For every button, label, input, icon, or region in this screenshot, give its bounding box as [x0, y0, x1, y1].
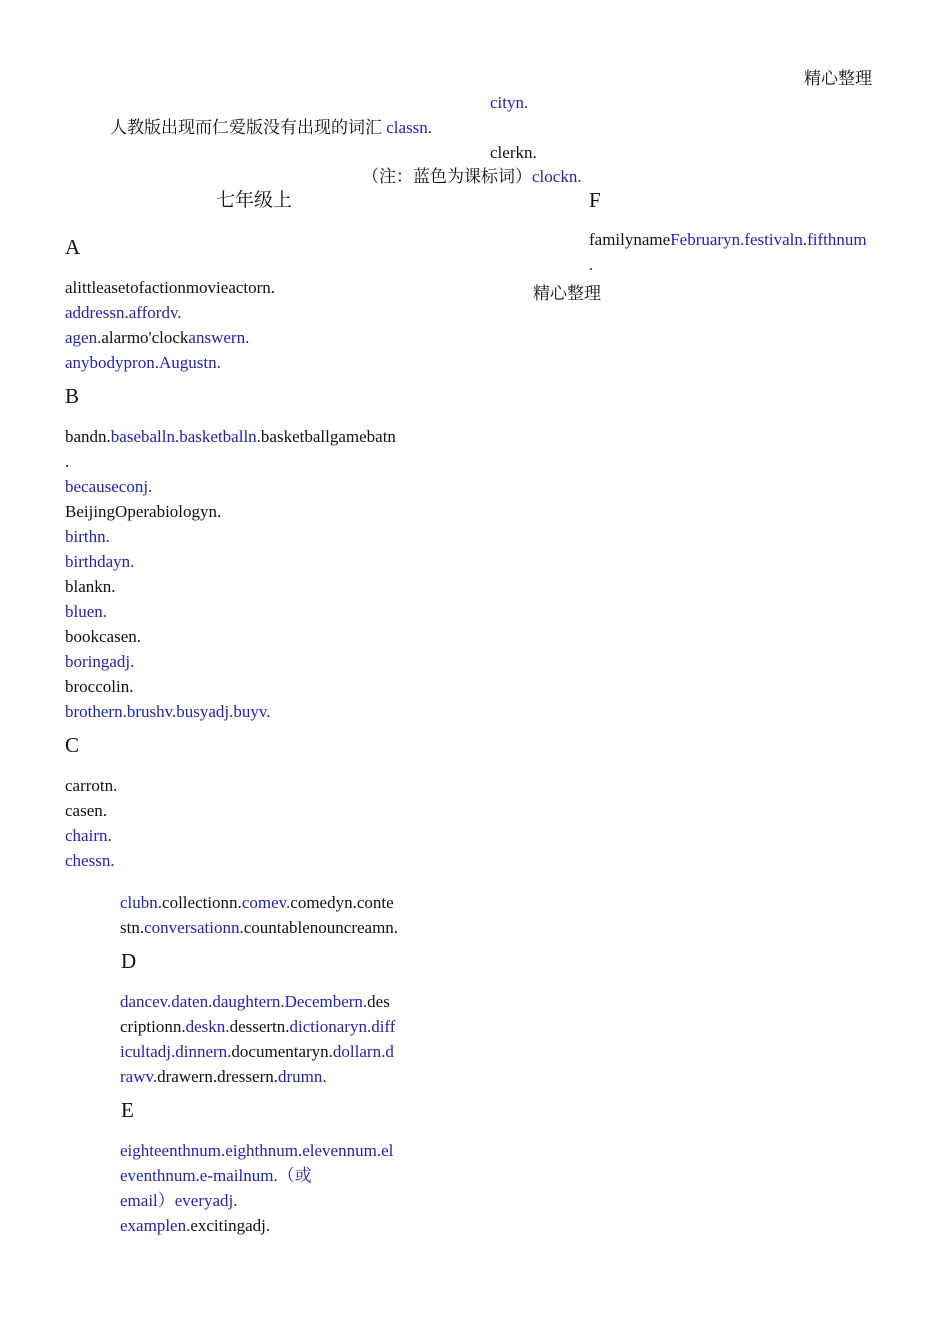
word: stn.	[120, 918, 145, 937]
word-line-b-2	[65, 449, 69, 474]
word-line-b-3	[65, 474, 152, 499]
word: criptionn.	[120, 1017, 186, 1036]
word: broccolin.	[65, 677, 134, 696]
note-line	[362, 164, 582, 190]
word: bookcasen.	[65, 627, 142, 646]
course-word: dictionaryn.diff	[289, 1017, 396, 1036]
section-letter-d: D	[121, 949, 137, 973]
word: .	[65, 452, 70, 471]
word: familyname	[589, 230, 671, 249]
word: drawern.dressern.	[157, 1067, 278, 1086]
word-line-c-2	[65, 798, 107, 823]
course-word: anybodypron.Augustn.	[65, 353, 221, 372]
section-letter-c: C	[65, 733, 80, 757]
word-line-d-1	[120, 989, 390, 1014]
course-word: answern.	[188, 328, 250, 347]
course-word: rawv.	[120, 1067, 158, 1086]
course-word: drumn.	[277, 1067, 327, 1086]
course-word: agen.	[65, 328, 102, 347]
course-word: icultadj.dinnern.	[120, 1042, 232, 1061]
word-line-b-9	[65, 624, 141, 649]
word-line-f-2	[589, 252, 593, 277]
word-line-a-3	[65, 325, 249, 350]
word-line-b-7	[65, 574, 116, 599]
course-word: birthn.	[65, 527, 110, 546]
word: alarmo'clock	[101, 328, 189, 347]
course-word: bluen.	[65, 602, 108, 621]
word: countablenouncreamn.	[243, 918, 399, 937]
word: collectionn.	[162, 893, 242, 912]
footer-mark: 精心整理	[533, 284, 601, 304]
course-word: birthdayn.	[65, 552, 135, 571]
word-line-d-4	[120, 1064, 327, 1089]
word: carrotn.	[65, 776, 118, 795]
word-line-a-4	[65, 350, 221, 375]
word-line-f-1	[589, 227, 867, 252]
word: alittleasetofactionmovieactorn.	[65, 278, 276, 297]
page-title-suffix: classn.	[386, 118, 433, 137]
word-line-c-cont-2	[120, 915, 398, 940]
word-line-e-3	[120, 1188, 238, 1213]
word-line-b-12	[65, 699, 271, 724]
page-title-text: 人教版出现而仁爱版没有出现的词汇	[110, 118, 382, 138]
word-line-c-4	[65, 848, 115, 873]
course-word: addressn.affordv.	[65, 303, 182, 322]
word: blankn.	[65, 577, 116, 596]
word-line-b-10	[65, 649, 134, 674]
note-text: （注：蓝色为课标词）	[362, 167, 532, 187]
word-line-a-2	[65, 300, 182, 325]
word-line-b-1	[65, 424, 396, 449]
course-word: baseballn.basketballn.	[110, 427, 261, 446]
word-line-e-1	[120, 1138, 393, 1163]
header-mark: 精心整理	[804, 69, 872, 89]
course-word: eventhnum.e-mailnum.（或	[120, 1166, 312, 1185]
course-word: Februaryn.festivaln.fifthnum	[670, 230, 867, 249]
grade-heading: 七年级上	[216, 189, 293, 211]
section-letter-e: E	[121, 1098, 134, 1122]
course-word: chairn.	[65, 826, 112, 845]
word: des	[367, 992, 390, 1011]
word-line-c-cont-1	[120, 890, 394, 915]
word-line-b-6	[65, 549, 134, 574]
word-line-a-1	[65, 275, 275, 300]
note-suffix: clockn.	[532, 167, 582, 186]
word: comedyn.conte	[290, 893, 394, 912]
word-line-c-1	[65, 773, 117, 798]
word-line-e-2	[120, 1163, 312, 1188]
word: dessertn.	[229, 1017, 290, 1036]
section-letter-a: A	[65, 235, 81, 259]
course-word: brothern.brushv.busyadj.buyv.	[65, 702, 271, 721]
word: excitingadj.	[190, 1216, 271, 1235]
page-title	[110, 115, 432, 141]
top-word-clerk: clerkn.	[490, 143, 537, 162]
word-line-c-3	[65, 823, 112, 848]
course-word: conversationn.	[144, 918, 244, 937]
word: casen.	[65, 801, 108, 820]
word-line-b-5	[65, 524, 110, 549]
word-line-b-11	[65, 674, 133, 699]
section-letter-f: F	[589, 188, 601, 212]
course-word: .	[589, 255, 594, 274]
course-word: examplen.	[120, 1216, 191, 1235]
word-line-b-4	[65, 499, 221, 524]
course-word: email）everyadj.	[120, 1191, 238, 1210]
word-line-e-4	[120, 1213, 270, 1238]
word: documentaryn.	[231, 1042, 333, 1061]
course-word: comev.	[241, 893, 291, 912]
word-line-b-8	[65, 599, 107, 624]
course-word: eighteenthnum.eighthnum.elevennum.el	[120, 1141, 394, 1160]
course-word: boringadj.	[65, 652, 135, 671]
word-line-d-3	[120, 1039, 394, 1064]
course-word: dollarn.d	[332, 1042, 394, 1061]
word-line-d-2	[120, 1014, 395, 1039]
section-letter-b: B	[65, 384, 80, 408]
course-word: chessn.	[65, 851, 115, 870]
word: bandn.	[65, 427, 111, 446]
course-word: dancev.daten.daughtern.Decembern.	[120, 992, 368, 1011]
course-word: deskn.	[185, 1017, 230, 1036]
word: basketballgamebatn	[260, 427, 396, 446]
top-word-city: cityn.	[490, 93, 529, 112]
word: BeijingOperabiologyn.	[65, 502, 222, 521]
course-word: becauseconj.	[65, 477, 153, 496]
course-word: clubn.	[120, 893, 163, 912]
